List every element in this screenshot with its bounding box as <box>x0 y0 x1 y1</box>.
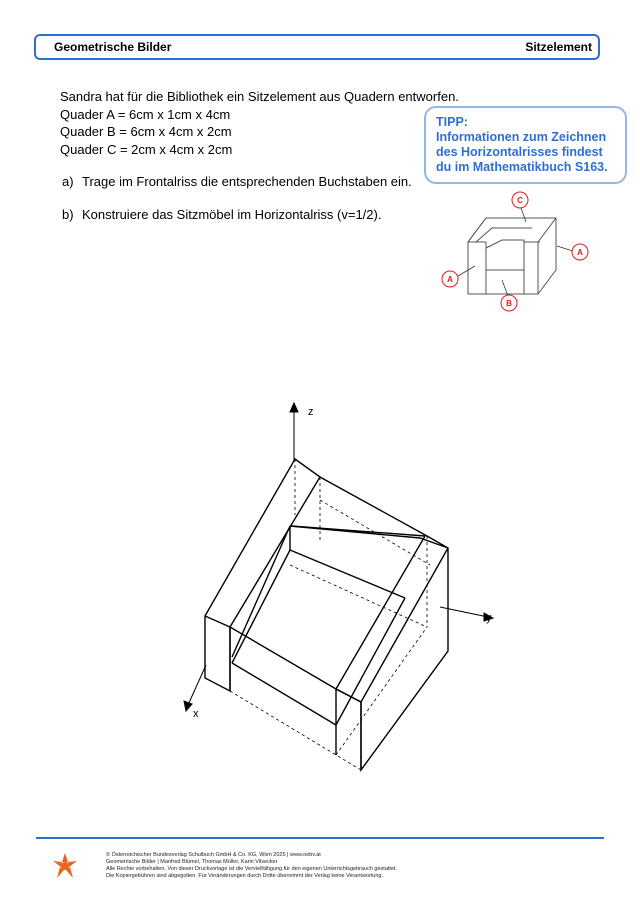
tip-line: Informationen zum Zeichnen <box>436 130 607 144</box>
task-list <box>62 174 412 222</box>
quader-b-spec: Quader B = 6cm x 4cm x 2cm <box>60 124 232 139</box>
axis-label-y: y <box>486 612 492 624</box>
task-label: a) <box>62 174 74 189</box>
quader-c-spec: Quader C = 2cm x 4cm x 2cm <box>60 141 233 157</box>
quader-a-spec: Quader A = 6cm x 1cm x 4cm <box>60 106 231 122</box>
footer-credits: Geometrische Bilder | Manfred Blümel, Thomas Müller, Karin Vilsecker <box>106 859 278 865</box>
label-a-left: A <box>447 275 453 284</box>
footer-disclaimer: Die Kopiergebühren sind abgegolten. Für Veränderungen durch Dritte übernimmt der Verlag keine Verantwortung. <box>106 873 384 879</box>
intro-line: Sandra hat für die Bibliothek ein Sitzelement aus Quadern entworfen. <box>60 89 459 104</box>
label-c: C <box>517 196 523 205</box>
tip-box <box>424 106 627 184</box>
task-b <box>62 207 412 222</box>
axis-label-x: x <box>193 708 199 720</box>
task-a <box>62 174 412 189</box>
label-b: B <box>506 299 512 308</box>
header-topic: Sitzelement <box>525 40 592 54</box>
footer-text <box>106 852 397 880</box>
publisher-logo <box>52 852 78 880</box>
reference-figure <box>430 188 600 318</box>
tip-line: du im Mathematikbuch S163. <box>436 160 608 174</box>
axis-label-z: z <box>308 406 314 418</box>
footer-copyright: © Österreichischer Bundesverlag Schulbuch GmbH & Co. KG, Wien 2025 | www.oebv.at <box>106 852 321 858</box>
task-text: Konstruiere das Sitzmöbel im Horizontalriss (v=1/2). <box>82 207 382 222</box>
intro-text <box>60 88 459 158</box>
tip-title: TIPP: <box>436 115 468 129</box>
label-a-right: A <box>577 248 583 257</box>
header-title: Geometrische Bilder <box>54 40 172 54</box>
task-text: Trage im Frontalriss die entsprechenden Buchstaben ein. <box>82 174 412 189</box>
tip-line: des Horizontalrisses findest <box>436 145 603 159</box>
header-bar <box>34 34 600 60</box>
hidden-edges <box>230 459 430 770</box>
task-label: b) <box>62 207 74 222</box>
furniture-outline <box>205 459 448 770</box>
footer-divider <box>36 837 604 839</box>
footer-rights: Alle Rechte vorbehalten. Von dieser Druckvorlage ist die Vervielfältigung für den eigenen Unterrichtsgebrauch gestattet. <box>106 866 398 872</box>
main-figure <box>150 395 510 785</box>
